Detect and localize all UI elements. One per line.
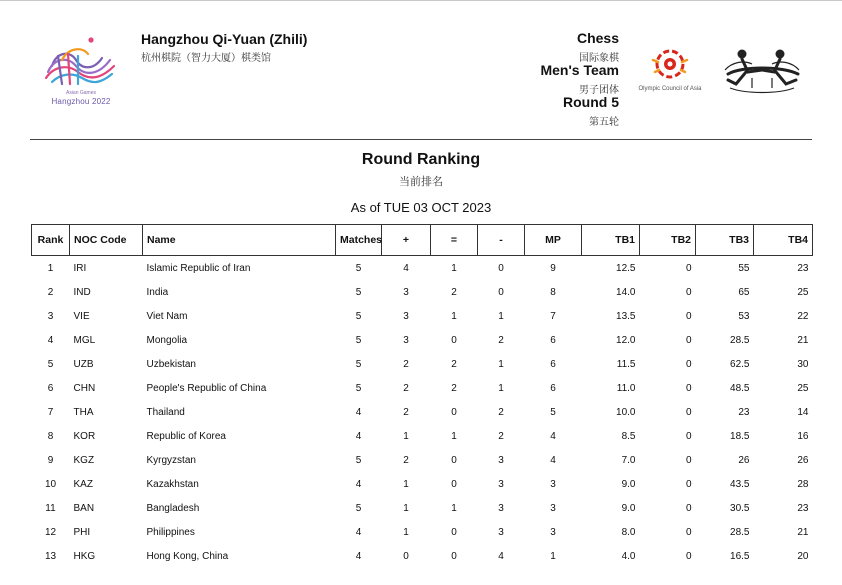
cell-draws: 2 (451, 286, 457, 298)
cell-losses: 3 (498, 478, 504, 490)
cell-tb1: 12.5 (616, 262, 636, 274)
cell-tb4: 14 (797, 406, 809, 418)
cell-tb1: 12.0 (616, 334, 636, 346)
cell-rank: 11 (45, 502, 56, 514)
cell-matches: 5 (355, 382, 362, 394)
cell-tb1: 4.0 (621, 550, 636, 562)
cell-name: People's Republic of China (146, 382, 267, 394)
cell-tb1: 11.5 (616, 358, 636, 370)
cell-matches: 5 (355, 310, 362, 322)
cell-name: Thailand (146, 406, 185, 418)
table-row (32, 472, 813, 496)
cell-matches: 5 (355, 502, 362, 514)
col-header-matches: Matches (336, 225, 382, 256)
cell-tb1: 9.0 (621, 502, 636, 514)
cell-tb4: 30 (797, 358, 809, 370)
table-row (32, 448, 813, 472)
cell-wins: 4 (403, 262, 409, 274)
table-row (32, 496, 813, 520)
table-row (32, 304, 813, 328)
cell-tb4: 20 (797, 550, 809, 562)
table-row (32, 280, 813, 304)
cell-mp: 5 (550, 406, 556, 418)
col-header-noc-code: NOC Code (70, 225, 143, 256)
cell-wins: 2 (403, 454, 409, 466)
cell-mp: 8 (550, 286, 556, 298)
cell-noc-code: PHI (73, 526, 91, 538)
cell-draws: 0 (451, 478, 457, 490)
cell-tb1: 9.0 (621, 478, 636, 490)
cell-tb4: 23 (797, 262, 809, 274)
cell-mp: 6 (550, 382, 556, 394)
cell-draws: 1 (451, 310, 457, 322)
cell-draws: 0 (451, 526, 457, 538)
cell-mp: 6 (550, 358, 556, 370)
table-row (32, 400, 813, 424)
cell-matches: 5 (355, 286, 362, 298)
header-divider (30, 139, 812, 140)
cell-name: Uzbekistan (146, 358, 196, 370)
cell-tb2: 0 (685, 454, 692, 466)
cell-tb2: 0 (685, 502, 692, 514)
cell-losses: 0 (498, 286, 504, 298)
cell-name: Republic of Korea (146, 430, 226, 442)
cell-draws: 2 (451, 382, 457, 394)
cell-matches: 4 (355, 406, 362, 418)
cell-tb1: 11.0 (616, 382, 636, 394)
cell-rank: 10 (44, 478, 57, 490)
cell-draws: 0 (451, 550, 457, 562)
cell-matches: 4 (355, 430, 362, 442)
table-header-row (32, 225, 813, 256)
cell-wins: 2 (403, 358, 409, 370)
cell-name: Islamic Republic of Iran (146, 262, 251, 274)
table-row (32, 352, 813, 376)
col-header-wins: + (382, 225, 431, 256)
table-row (32, 424, 813, 448)
cell-losses: 1 (498, 382, 504, 394)
cell-tb3: 65 (738, 286, 750, 298)
cell-losses: 3 (498, 454, 504, 466)
cell-draws: 0 (451, 454, 457, 466)
cell-tb2: 0 (685, 310, 692, 322)
table-row (32, 520, 813, 544)
cell-mp: 4 (550, 430, 556, 442)
cell-draws: 2 (451, 358, 457, 370)
cell-name: Mongolia (146, 334, 188, 346)
cell-wins: 1 (403, 526, 409, 538)
col-header-mp: MP (525, 225, 582, 256)
cell-wins: 1 (403, 502, 409, 514)
cell-name: Kyrgyzstan (146, 454, 196, 466)
cell-losses: 0 (498, 262, 504, 274)
cell-tb1: 14.0 (616, 286, 636, 298)
report-title-cn: 当前排名 (399, 176, 443, 188)
cell-wins: 3 (403, 286, 409, 298)
round-title: Round 5 (563, 94, 619, 110)
cell-rank: 2 (47, 286, 54, 298)
cell-tb1: 7.0 (621, 454, 636, 466)
cell-rank: 5 (47, 358, 54, 370)
cell-tb3: 23 (738, 406, 750, 418)
cell-wins: 1 (403, 430, 409, 442)
round-title-cn: 第五轮 (589, 117, 619, 128)
cell-wins: 0 (403, 550, 409, 562)
cell-tb3: 48.5 (730, 382, 750, 394)
cell-wins: 2 (403, 406, 409, 418)
cell-tb2: 0 (685, 358, 692, 370)
cell-tb4: 25 (797, 286, 809, 298)
cell-matches: 5 (355, 334, 362, 346)
cell-tb3: 16.5 (730, 550, 750, 562)
cell-name: Philippines (146, 526, 195, 538)
event-title-cn: 男子团体 (579, 85, 619, 96)
as-of-date: As of TUE 03 OCT 2023 (350, 200, 492, 215)
cell-tb1: 10.0 (616, 406, 636, 418)
cell-noc-code: KAZ (73, 478, 93, 490)
cell-losses: 3 (498, 526, 504, 538)
cell-losses: 3 (498, 502, 504, 514)
venue-title-cn: 杭州棋院（智力大厦）棋类馆 (141, 53, 271, 64)
cell-noc-code: KOR (73, 430, 96, 442)
cell-tb4: 23 (797, 502, 809, 514)
cell-noc-code: BAN (73, 502, 95, 514)
cell-matches: 4 (355, 478, 362, 490)
cell-tb2: 0 (685, 334, 692, 346)
cell-mp: 9 (550, 262, 556, 274)
cell-tb1: 8.5 (621, 430, 636, 442)
cell-tb3: 43.5 (730, 478, 750, 490)
cell-tb3: 28.5 (730, 334, 750, 346)
cell-noc-code: MGL (73, 334, 96, 346)
cell-tb4: 25 (797, 382, 809, 394)
col-header-tb4: TB4 (754, 225, 813, 256)
sport-title: Chess (576, 30, 619, 46)
cell-tb4: 26 (797, 454, 809, 466)
col-header-name: Name (143, 225, 336, 256)
cell-noc-code: CHN (73, 382, 96, 394)
cell-losses: 2 (498, 334, 504, 346)
cell-tb2: 0 (685, 478, 692, 490)
col-header-tb1: TB1 (582, 225, 640, 256)
cell-matches: 4 (355, 526, 362, 538)
table-row (32, 256, 813, 281)
cell-name: Kazakhstan (146, 478, 199, 490)
cell-wins: 2 (403, 382, 409, 394)
cell-matches: 4 (355, 550, 362, 562)
sport-title-cn: 国际象棋 (579, 53, 619, 64)
cell-losses: 1 (498, 358, 504, 370)
cell-tb4: 21 (797, 334, 809, 346)
table-row (32, 544, 813, 568)
cell-mp: 7 (550, 310, 556, 322)
cell-losses: 4 (498, 550, 504, 562)
hangzhou-2022-logo-icon (38, 30, 124, 110)
cell-draws: 0 (451, 334, 457, 346)
cell-tb4: 16 (797, 430, 809, 442)
logo-city-text: Hangzhou 2022 (51, 97, 111, 106)
cell-noc-code: HKG (73, 550, 96, 562)
cell-tb3: 53 (738, 310, 750, 322)
venue-title: Hangzhou Qi-Yuan (Zhili) (141, 31, 308, 47)
cell-wins: 3 (403, 334, 409, 346)
cell-tb1: 8.0 (621, 526, 636, 538)
cell-tb2: 0 (685, 286, 692, 298)
cell-mp: 3 (550, 502, 556, 514)
cell-tb3: 62.5 (730, 358, 750, 370)
cell-noc-code: UZB (73, 358, 94, 370)
cell-tb2: 0 (685, 262, 692, 274)
top-rule (0, 0, 842, 1)
cell-name: India (146, 286, 169, 298)
cell-tb3: 55 (738, 262, 750, 274)
cell-tb3: 28.5 (730, 526, 750, 538)
cell-tb3: 18.5 (730, 430, 750, 442)
cell-rank: 7 (47, 406, 54, 418)
cell-noc-code: KGZ (73, 454, 95, 466)
cell-rank: 4 (47, 334, 54, 346)
cell-noc-code: IND (73, 286, 91, 298)
cell-name: Bangladesh (146, 502, 200, 514)
col-header-draws: = (431, 225, 478, 256)
cell-wins: 3 (403, 310, 409, 322)
cell-losses: 2 (498, 430, 504, 442)
cell-rank: 12 (44, 526, 57, 538)
cell-rank: 8 (47, 430, 54, 442)
cell-tb4: 21 (797, 526, 809, 538)
cell-losses: 1 (498, 310, 504, 322)
cell-name: Viet Nam (146, 310, 188, 322)
cell-matches: 5 (355, 454, 362, 466)
cell-rank: 3 (47, 310, 54, 322)
cell-tb2: 0 (685, 406, 692, 418)
cell-noc-code: IRI (73, 262, 87, 274)
cell-matches: 5 (355, 262, 362, 274)
col-header-rank: Rank (32, 225, 70, 256)
table-row (32, 376, 813, 400)
cell-noc-code: VIE (73, 310, 90, 322)
cell-tb2: 0 (685, 526, 692, 538)
cell-noc-code: THA (73, 406, 94, 418)
cell-mp: 3 (550, 526, 556, 538)
cell-draws: 1 (451, 430, 457, 442)
olympic-council-of-asia-logo-icon (626, 44, 714, 98)
cell-rank: 13 (44, 550, 57, 562)
chess-pictogram-icon (722, 44, 802, 96)
col-header-tb2: TB2 (640, 225, 696, 256)
logo-tiny-text: Asian Games (65, 90, 96, 96)
report-title: Round Ranking (361, 151, 481, 168)
cell-mp: 1 (550, 550, 556, 562)
col-header-tb3: TB3 (696, 225, 754, 256)
cell-mp: 6 (550, 334, 556, 346)
cell-tb2: 0 (685, 550, 692, 562)
cell-tb2: 0 (685, 382, 692, 394)
cell-tb2: 0 (685, 430, 692, 442)
cell-rank: 9 (47, 454, 54, 466)
cell-name: Hong Kong, China (146, 550, 229, 562)
cell-tb3: 26 (738, 454, 750, 466)
cell-wins: 1 (403, 478, 409, 490)
cell-draws: 1 (451, 262, 457, 274)
ocg-caption: Olympic Council of Asia (638, 86, 702, 92)
col-header-losses: - (478, 225, 525, 256)
cell-tb1: 13.5 (616, 310, 636, 322)
table-row (32, 328, 813, 352)
cell-draws: 0 (451, 406, 457, 418)
cell-matches: 5 (355, 358, 362, 370)
cell-rank: 6 (47, 382, 54, 394)
cell-rank: 1 (47, 262, 54, 274)
ranking-table (31, 224, 813, 568)
cell-mp: 4 (550, 454, 556, 466)
cell-tb4: 22 (797, 310, 809, 322)
event-title: Men's Team (540, 62, 619, 78)
cell-losses: 2 (498, 406, 504, 418)
cell-tb3: 30.5 (730, 502, 750, 514)
cell-mp: 3 (550, 478, 556, 490)
ranking-table-body (32, 256, 813, 569)
cell-draws: 1 (451, 502, 457, 514)
cell-tb4: 28 (797, 478, 809, 490)
